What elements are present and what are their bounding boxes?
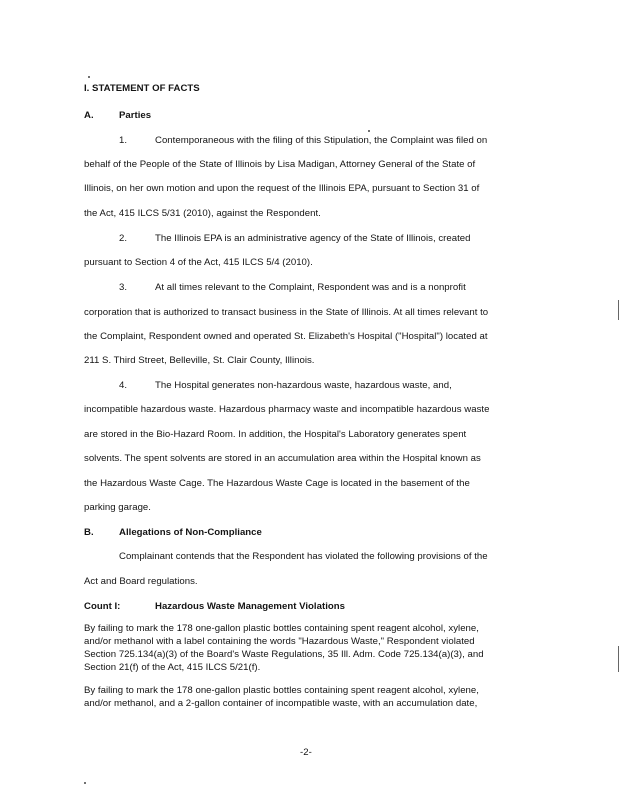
paragraph-number: 2.: [119, 233, 128, 244]
count-paragraph-line: Section 21(f) of the Act, 415 ILCS 5/21(f).: [84, 662, 261, 673]
paragraph-number: 1.: [119, 135, 128, 146]
subsection-letter-b: B.: [84, 527, 94, 538]
subsection-title-parties: Parties: [119, 110, 152, 121]
scan-speck: [84, 782, 86, 784]
count-paragraph-line: Section 725.134(a)(3) of the Board's Waste Regulations, 35 Ill. Adm. Code 725.134(a)(3), and: [84, 649, 484, 660]
count-paragraph-line: and/or methanol, and a 2-gallon container of incompatible waste, with an accumulation date,: [84, 698, 478, 709]
paragraph-line: Complainant contends that the Respondent has violated the following provisions of the: [119, 551, 488, 562]
paragraph-line: 211 S. Third Street, Belleville, St. Clair County, Illinois.: [84, 355, 315, 366]
paragraph-line: Contemporaneous with the filing of this Stipulation, the Complaint was filed on: [155, 135, 488, 146]
paragraph-line: the Act, 415 ILCS 5/31 (2010), against the Respondent.: [84, 208, 321, 219]
paragraph-line: corporation that is authorized to transact business in the State of Illinois. At all times relevant to: [84, 307, 489, 318]
paragraph-line: The Illinois EPA is an administrative agency of the State of Illinois, created: [155, 233, 471, 244]
paragraph-line: Act and Board regulations.: [84, 576, 198, 587]
scan-speck: [368, 130, 370, 132]
count-paragraph-line: By failing to mark the 178 one-gallon plastic bottles containing spent reagent alcohol, xylene,: [84, 685, 479, 696]
paragraph-line: behalf of the People of the State of Illinois by Lisa Madigan, Attorney General of the State of: [84, 159, 476, 170]
paragraph-line: pursuant to Section 4 of the Act, 415 ILCS 5/4 (2010).: [84, 257, 313, 268]
subsection-title-allegations: Allegations of Non-Compliance: [119, 527, 262, 538]
subsection-letter-a: A.: [84, 110, 94, 121]
section-heading: I. STATEMENT OF FACTS: [84, 83, 200, 94]
paragraph-line: At all times relevant to the Complaint, Respondent was and is a nonprofit: [155, 282, 466, 293]
paragraph-number: 3.: [119, 282, 128, 293]
paragraph-line: The Hospital generates non-hazardous waste, hazardous waste, and,: [155, 380, 452, 391]
count-label: Count I:: [84, 601, 121, 612]
scan-edge-mark: [618, 646, 619, 672]
scan-edge-mark: [618, 300, 619, 320]
count-paragraph-line: By failing to mark the 178 one-gallon plastic bottles containing spent reagent alcohol, xylene,: [84, 623, 479, 634]
paragraph-line: incompatible hazardous waste. Hazardous pharmacy waste and incompatible hazardous waste: [84, 404, 490, 415]
paragraph-line: solvents. The spent solvents are stored in an accumulation area within the Hospital known as: [84, 453, 481, 464]
count-title: Hazardous Waste Management Violations: [155, 601, 345, 612]
paragraph-line: Illinois, on her own motion and upon the request of the Illinois EPA, pursuant to Section 31 of: [84, 183, 480, 194]
paragraph-line: the Complaint, Respondent owned and operated St. Elizabeth's Hospital ("Hospital") located at: [84, 331, 488, 342]
paragraph-line: the Hazardous Waste Cage. The Hazardous Waste Cage is located in the basement of the: [84, 478, 470, 489]
page-number: -2-: [300, 747, 312, 758]
paragraph-line: are stored in the Bio-Hazard Room. In addition, the Hospital's Laboratory generates spent: [84, 429, 467, 440]
paragraph-line: parking garage.: [84, 502, 151, 513]
scan-speck: [88, 76, 90, 78]
count-paragraph-line: and/or methanol with a label containing the words "Hazardous Waste," Respondent violated: [84, 636, 475, 647]
paragraph-number: 4.: [119, 380, 128, 391]
